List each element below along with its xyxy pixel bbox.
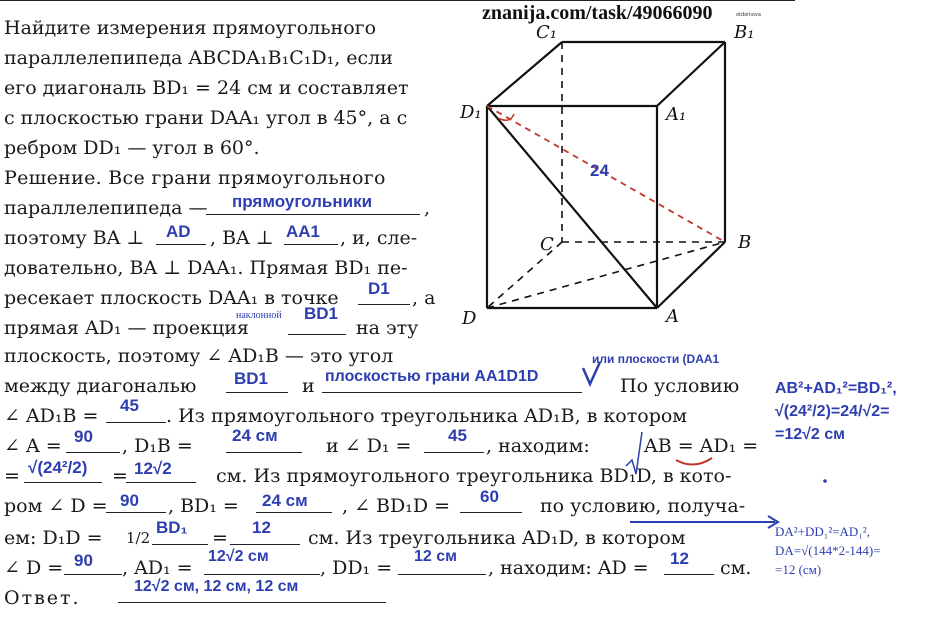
- solution-line-14b: , AD₁ =: [122, 557, 193, 579]
- problem-line-1: Найдите измерения прямоугольного: [4, 17, 377, 39]
- answer-24cm-a: 24 см: [232, 426, 278, 445]
- answer-12-b: 12: [670, 549, 689, 568]
- label-b1: B₁: [734, 22, 755, 43]
- label-d: D: [462, 308, 477, 329]
- side-note-1: AB²+AD₁²=BD₁²,: [775, 380, 897, 397]
- blank-10c: [424, 452, 484, 453]
- blank-answer: [118, 602, 386, 603]
- answer-face: плоскостью грани AA1D1D: [325, 368, 539, 385]
- answer-ad: AD: [166, 222, 191, 241]
- solution-line-3c: , и, сле-: [340, 227, 418, 249]
- solution-line-12d: по условию, получа-: [540, 495, 746, 517]
- solution-line-12b: , BD₁ =: [168, 495, 239, 517]
- blank-12c: [460, 512, 522, 513]
- solution-line-12a: ром ∠ D =: [4, 495, 108, 517]
- answer-12cm: 12 см: [414, 548, 457, 565]
- side-note-6: =12 (см): [775, 562, 822, 577]
- answer-12-a: 12: [252, 518, 271, 537]
- answer-d1: D1: [368, 279, 390, 298]
- answer-rectangles: прямоугольники: [232, 192, 373, 211]
- label-b: B: [738, 232, 752, 253]
- side-note-5: DA=√(144*2-144)=: [775, 543, 881, 558]
- blank-14c: [398, 574, 486, 575]
- blank-14a: [64, 574, 122, 575]
- answer-90-b: 90: [120, 491, 139, 510]
- problem-line-4: с плоскостью грани DAA₁ угол в 45°, а с: [4, 107, 408, 129]
- blank-10b: [226, 452, 302, 453]
- answer-90-c: 90: [74, 551, 93, 570]
- answer-sqrt: √(24²/2): [28, 458, 88, 477]
- solution-line-3b: , BA ⊥: [210, 227, 274, 249]
- solution-line-10c: и ∠ D₁ =: [326, 435, 412, 457]
- blank-10a: [66, 452, 120, 453]
- blank-12b: [256, 512, 332, 513]
- solution-line-5b: , а: [412, 287, 436, 309]
- note-naklonnoy: наклонной: [236, 310, 282, 321]
- solution-line-3a: поэтому BA ⊥: [4, 227, 145, 249]
- solution-line-12c: , ∠ BD₁D =: [342, 495, 451, 517]
- problem-line-3: его диагональ BD₁ = 24 см и составляет: [4, 77, 409, 99]
- answer-90-a: 90: [74, 427, 93, 446]
- solution-line-6b: на эту: [356, 317, 419, 339]
- solution-line-13a: ем: D₁D =: [4, 527, 103, 549]
- solution-line-13b: =: [212, 527, 228, 549]
- solution-line-8a: между диагональю: [4, 375, 197, 397]
- solution-line-1: Решение. Все грани прямоугольного: [4, 167, 386, 189]
- answer-12sqrt2-b: 12√2 см: [208, 548, 269, 565]
- edge-b1a1: [657, 42, 725, 106]
- solution-line-8b: и: [302, 375, 315, 397]
- blank-3b: [284, 244, 338, 245]
- solution-line-9b: . Из прямоугольного треугольника AD₁B, в котором: [166, 405, 688, 427]
- solution-line-14e: см.: [720, 557, 752, 579]
- blank-6: [288, 334, 346, 335]
- note-or-plane: или плоскости (DAA1: [592, 352, 720, 366]
- answer-60: 60: [480, 487, 499, 506]
- solution-line-10d: , находим:: [486, 435, 590, 457]
- blank-3a: [156, 244, 206, 245]
- answer-bd1-c: BD₁: [156, 518, 188, 537]
- label-a1: A₁: [666, 104, 687, 125]
- solution-line-10e: AB = AD₁ =: [644, 435, 759, 457]
- side-note-3: =12√2 см: [775, 426, 845, 443]
- watermark: znanija.com/task/49066090: [482, 2, 713, 24]
- watermark-small: otdelnova: [736, 12, 761, 18]
- solution-line-11c: см. Из прямоугольного треугольника BD₁D, в кото-: [216, 465, 732, 487]
- edge-c1d1: [487, 42, 562, 106]
- blank-14d: [664, 574, 714, 575]
- answer-label: Ответ.: [4, 587, 81, 609]
- answer-bd1-a: BD1: [304, 304, 339, 323]
- answer-24cm-b: 24 см: [262, 491, 308, 510]
- solution-line-9a: ∠ AD₁B =: [4, 405, 99, 427]
- answer-12sqrt2-a: 12√2: [134, 459, 172, 478]
- blank-12a: [106, 512, 166, 513]
- label-c: C: [540, 234, 554, 255]
- solution-line-13c: см. Из треугольника AD₁D, в котором: [308, 527, 686, 549]
- solution-line-7: плоскость, поэтому ∠ AD₁B — это угол: [4, 345, 394, 367]
- solution-line-2a: параллелепипеда —: [4, 197, 208, 219]
- final-answer: 12√2 см, 12 см, 12 см: [134, 578, 299, 595]
- answer-45-a: 45: [120, 396, 139, 415]
- blank-13a: [152, 544, 208, 545]
- solution-line-14c: , DD₁ =: [320, 557, 393, 579]
- solution-line-10a: ∠ A =: [4, 435, 62, 457]
- blank-2: [206, 214, 420, 215]
- problem-line-2: параллелепипеда ABCDA₁B₁C₁D₁, если: [4, 47, 393, 69]
- solution-line-10b: , D₁B =: [122, 435, 193, 457]
- solution-line-8c: По условию: [620, 375, 740, 397]
- blank-11b: [126, 482, 196, 483]
- diagonal-length-label: 24: [590, 161, 609, 180]
- solution-line-14d: , находим: AD =: [488, 557, 649, 579]
- solution-line-2b: ,: [424, 197, 431, 219]
- blank-13b: [230, 544, 300, 545]
- solution-line-6a: прямая AD₁ — проекция: [4, 317, 249, 339]
- blank-9: [106, 422, 166, 423]
- blank-5: [358, 304, 410, 305]
- blank-11a: [24, 482, 102, 483]
- fraction-half: 1/2: [126, 529, 151, 547]
- edge-db: [487, 242, 725, 308]
- side-note-4: DA²+DD₁²=AD₁²,: [775, 524, 870, 539]
- label-c1: C₁: [536, 22, 557, 43]
- solution-line-4: довательно, BA ⊥ DAA₁. Прямая BD₁ пе-: [4, 257, 408, 279]
- answer-bd1-b: BD1: [234, 369, 269, 388]
- solution-line-11a: =: [4, 465, 20, 487]
- answer-aa1: AA1: [286, 222, 321, 241]
- blank-14b: [204, 574, 320, 575]
- ink-dot: [823, 479, 827, 483]
- label-a: A: [666, 306, 679, 327]
- blank-8b: [322, 392, 582, 393]
- side-note-2: √(24²/2)=24/√2=: [775, 403, 890, 420]
- solution-line-11b: =: [112, 465, 128, 487]
- solution-line-5a: ресекает плоскость DAA₁ в точке: [4, 287, 339, 309]
- answer-45-b: 45: [448, 426, 467, 445]
- edge-d1a: [487, 106, 657, 308]
- problem-line-5: ребром DD₁ — угол в 60°.: [4, 137, 260, 159]
- solution-line-14a: ∠ D =: [4, 557, 64, 579]
- label-d1: D₁: [460, 102, 482, 123]
- blank-8a: [226, 392, 288, 393]
